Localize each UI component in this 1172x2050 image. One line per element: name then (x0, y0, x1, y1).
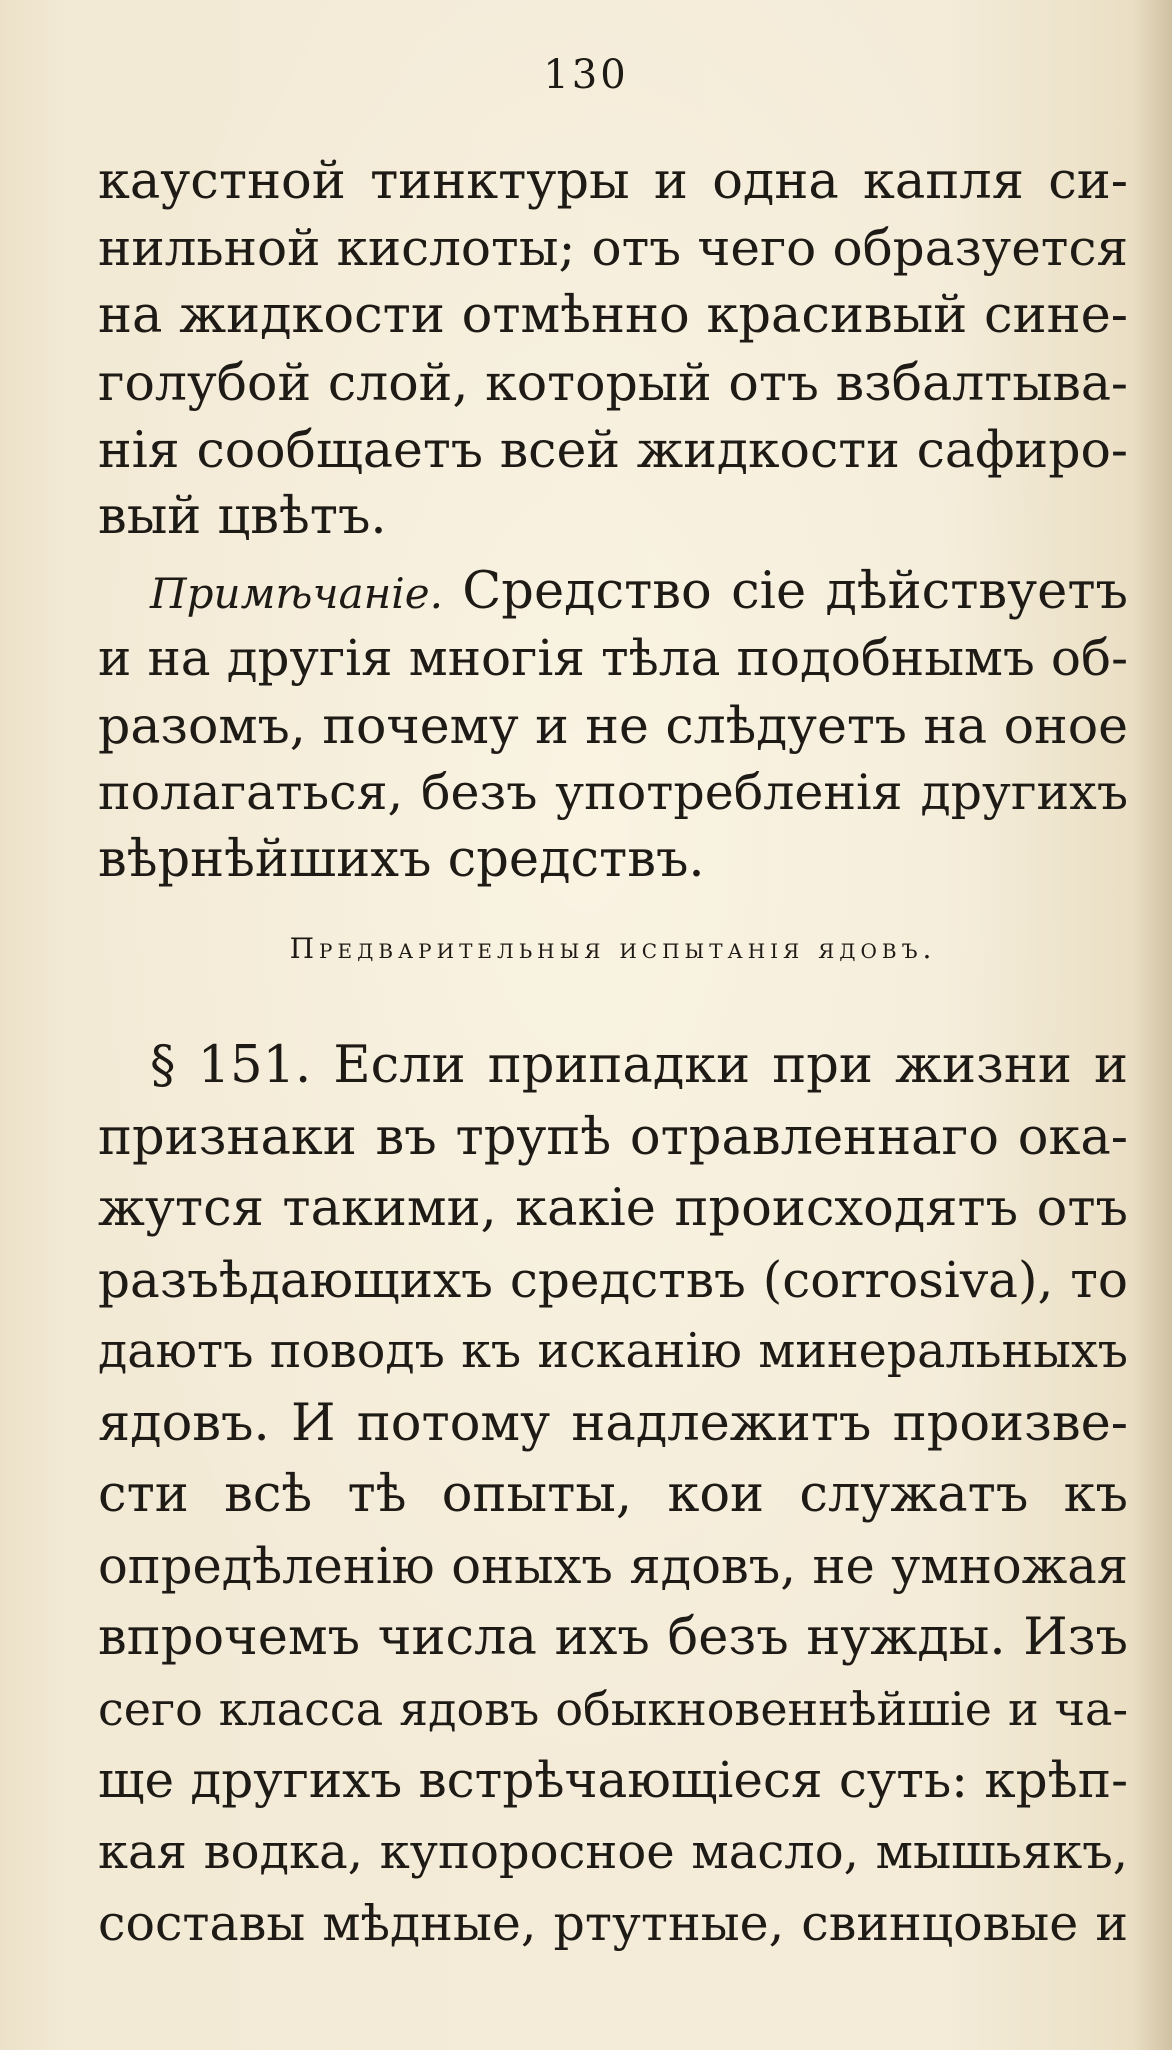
text-line: кая водка, купоросное масло, мышьякъ, (98, 1823, 1128, 1880)
text-line: нильной кислоты; отъ чего образуется (98, 219, 1128, 277)
text-line: ядовъ. И потому надлежитъ произве- (98, 1393, 1128, 1453)
note-first-line (98, 558, 1128, 625)
text-line: признаки въ трупѣ отравленнаго ока- (98, 1107, 1128, 1167)
note-paragraph (98, 558, 1128, 893)
continued-paragraph (98, 148, 1128, 550)
text-line: даютъ поводъ къ исканію минеральныхъ (98, 1324, 1128, 1379)
text-line: на жидкости отмѣнно красивый сине- (98, 286, 1128, 345)
text-line: каустной тинктуры и одна капля си- (98, 152, 1128, 211)
text-line: голубой слой, который отъ взбалтыва- (98, 353, 1128, 412)
text-line: опредѣленію оныхъ ядовъ, не умножая (98, 1536, 1128, 1595)
text-line: вѣрнѣйшихъ средствъ. (98, 830, 705, 889)
text-line: сего класса ядовъ обыкновеннѣйшіе и ча- (98, 1681, 1128, 1736)
text-line: сти всѣ тѣ опыты, кои служатъ къ (98, 1465, 1128, 1524)
page-edge-shadow (1132, 0, 1172, 2050)
section-heading: Предварительныя испытанія ядовъ. (289, 932, 937, 965)
text-line: § 151. Если припадки при жизни и (150, 1036, 1128, 1095)
text-line: жутся такими, какіе происходятъ отъ (98, 1179, 1128, 1238)
text-line: составы мѣдные, ртутные, свинцовые и (98, 1895, 1128, 1952)
text-line: разъѣдающихъ средствъ (corrosiva), то (98, 1250, 1128, 1309)
note-first-line-text: Средство сіе дѣйствуетъ (462, 562, 1128, 621)
text-line: нія сообщаетъ всей жидкости сафиро- (98, 420, 1128, 479)
page-number: 130 (543, 52, 629, 98)
text-line: и на другія многія тѣла подобнымъ об- (98, 629, 1128, 687)
text-line: впрочемъ числа ихъ безъ нужды. Изъ (98, 1608, 1128, 1667)
note-label: Примѣчаніе. (150, 569, 443, 618)
text-line: полагаться, безъ употребленія другихъ (98, 764, 1128, 821)
text-line: вый цвѣтъ. (98, 487, 387, 546)
section-paragraph (98, 1030, 1128, 1960)
text-line: ще другихъ встрѣчающіеся суть: крѣп- (98, 1751, 1128, 1809)
text-line: разомъ, почему и не слѣдуетъ на оное (98, 696, 1128, 755)
